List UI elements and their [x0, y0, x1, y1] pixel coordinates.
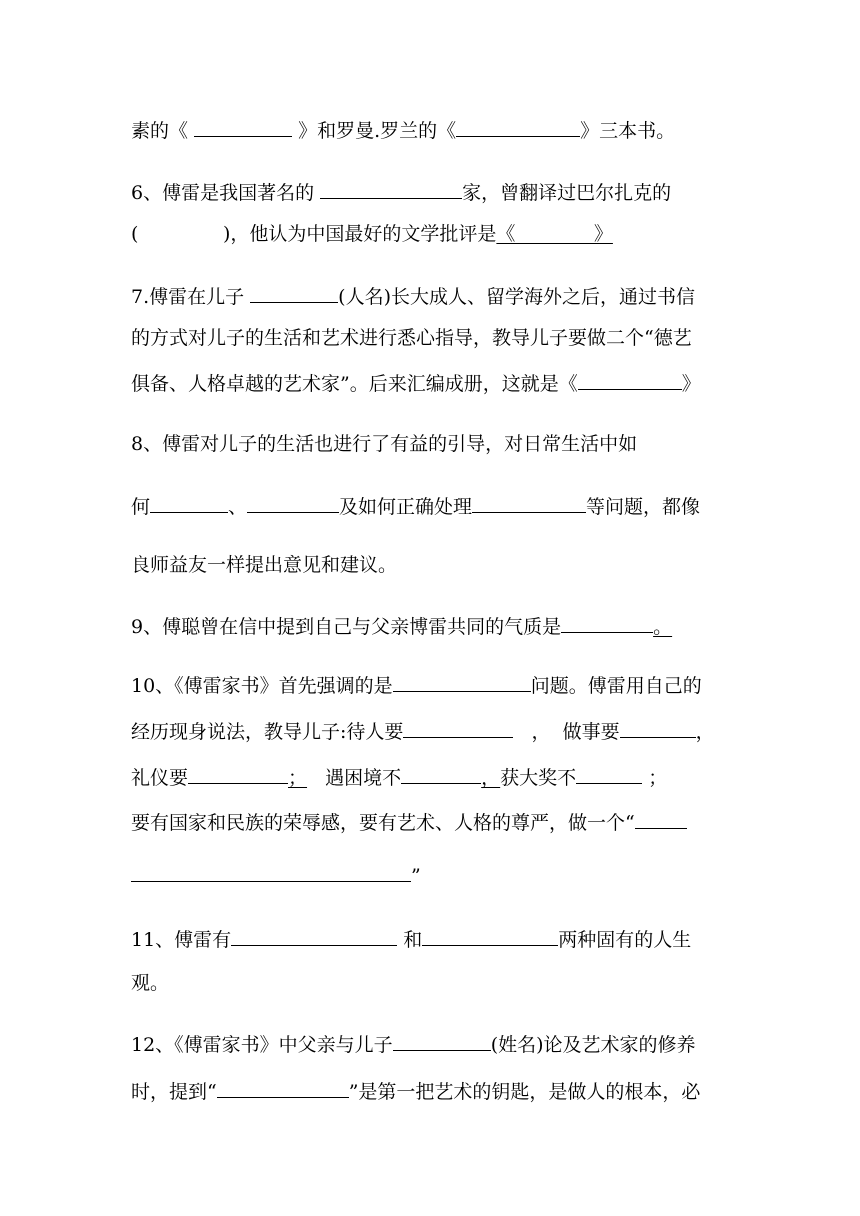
answer-blank[interactable]	[250, 282, 338, 303]
text: 何	[131, 496, 151, 518]
answer-blank[interactable]	[320, 178, 462, 199]
text: (人名)长大成人、留学海外之后，通过书信	[338, 286, 695, 308]
q7-line-2: 的方式对儿子的生活和艺术进行悉心指导，教导儿子要做二个“德艺	[131, 327, 692, 349]
q8-line-2	[131, 492, 731, 520]
answer-blank[interactable]	[456, 116, 580, 137]
text: 。	[653, 616, 673, 638]
answer-blank[interactable]	[150, 492, 228, 513]
q10-line-3	[131, 763, 731, 791]
answer-blank[interactable]	[422, 925, 558, 946]
text: 俱备、人格卓越的艺术家”。后来汇编成册，这就是《	[131, 373, 578, 395]
q12-line-1	[131, 1030, 731, 1058]
q7-line-3	[131, 369, 731, 397]
q6-line-2	[131, 221, 731, 247]
text: 遇困境不	[307, 767, 402, 789]
q10-line-5	[131, 861, 731, 889]
answer-blank[interactable]	[393, 1030, 491, 1051]
answer-blank[interactable]	[403, 717, 513, 738]
q9-line	[131, 612, 731, 640]
underlined-blank[interactable]: 《 》	[496, 223, 613, 245]
answer-blank[interactable]	[231, 925, 397, 946]
q12-line-2	[131, 1077, 731, 1105]
text: 12、《傅雷家书》中父亲与儿子	[131, 1034, 393, 1056]
answer-blank[interactable]	[188, 763, 288, 784]
text: ”	[411, 865, 421, 887]
text: 家，曾翻译过巴尔扎克的	[462, 182, 672, 204]
q8-line-1: 8、傅雷对儿子的生活也进行了有益的引导，对日常生活中如	[131, 433, 638, 455]
q7-line-1	[131, 282, 731, 310]
text: 6、傅雷是我国著名的	[131, 182, 321, 204]
answer-blank[interactable]	[620, 717, 696, 738]
text: 》三本书。	[580, 120, 676, 142]
answer-blank[interactable]	[131, 861, 411, 882]
answer-blank[interactable]	[578, 369, 682, 390]
q5-line	[131, 116, 731, 144]
text: ( )，他认为中国最好的文学批评是	[131, 223, 497, 245]
text: 》和罗曼.罗兰的《	[292, 120, 457, 142]
answer-blank[interactable]	[247, 492, 339, 513]
text: 》	[681, 373, 701, 395]
answer-blank[interactable]	[401, 763, 481, 784]
q10-line-1	[131, 671, 731, 699]
answer-blank[interactable]	[217, 1077, 349, 1098]
text: 问题。傅雷用自己的	[530, 675, 702, 697]
text: 和	[397, 929, 423, 951]
text: 、	[228, 496, 248, 518]
answer-blank[interactable]	[635, 808, 687, 829]
text: ；	[642, 767, 668, 789]
text: 素的《	[131, 120, 195, 142]
text: 两种固有的人生	[558, 929, 692, 951]
text: 10、《傅雷家书》首先强调的是	[131, 675, 393, 697]
text: ，	[481, 767, 501, 789]
text: 9、傅聪曾在信中提到自己与父亲博雷共同的气质是	[131, 616, 562, 638]
text: ”是第一把艺术的钥匙，是做人的根本，必	[348, 1081, 701, 1103]
q8-line-3: 良师益友一样提出意见和建议。	[131, 554, 398, 576]
text: ，	[695, 721, 715, 743]
text: ， 做事要	[513, 721, 620, 743]
text: 要有国家和民族的荣辱感，要有艺术、人格的尊严，做一个“	[131, 812, 635, 834]
answer-blank[interactable]	[194, 116, 292, 137]
q10-line-2	[131, 717, 731, 745]
answer-blank[interactable]	[393, 671, 531, 692]
text: 礼仪要	[131, 767, 189, 789]
text: 等问题，都像	[586, 496, 701, 518]
text: (姓名)论及艺术家的修养	[490, 1034, 696, 1056]
text: 获大奖不	[500, 767, 577, 789]
text: 经历现身说法，教导儿子:待人要	[131, 721, 404, 743]
answer-blank[interactable]	[472, 492, 586, 513]
text: 7.傅雷在儿子	[131, 286, 251, 308]
text: ；	[288, 767, 308, 789]
q6-line-1	[131, 178, 731, 206]
q11-line-1	[131, 925, 731, 953]
answer-blank[interactable]	[561, 612, 653, 633]
answer-blank[interactable]	[576, 763, 642, 784]
text: 及如何正确处理	[339, 496, 473, 518]
text: 11、傅雷有	[131, 929, 232, 951]
q11-line-2: 观。	[131, 972, 170, 994]
text: 时，提到“	[131, 1081, 217, 1103]
q10-line-4	[131, 808, 731, 836]
